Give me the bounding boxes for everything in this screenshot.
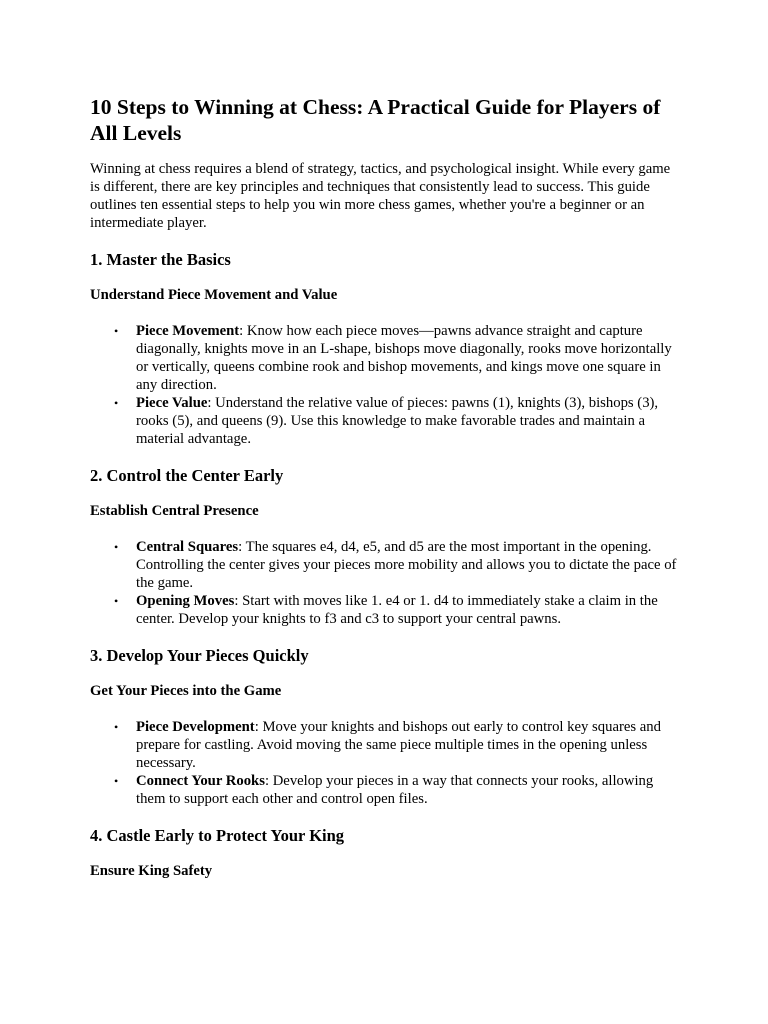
section-subheading-2: Establish Central Presence <box>90 503 259 519</box>
section-subheading-3: Get Your Pieces into the Game <box>90 683 282 699</box>
bullet-list-2 <box>90 538 678 628</box>
bullet-glyph: • <box>114 396 119 410</box>
bullet-text: : Know how each piece moves—pawns advance straight and capture diagonally, knights move in an L-shape, bishops move diagonally, rooks move horizontally or vertically, queens combine rook and bishop movements, and kings move one square in any direction. <box>136 323 672 393</box>
bullet-term: Piece Development <box>136 719 255 735</box>
section-subheading-4: Ensure King Safety <box>90 863 213 879</box>
bullet-glyph: • <box>114 720 119 734</box>
section-heading-2: 2. Control the Center Early <box>90 466 284 485</box>
bullet-text: : Understand the relative value of pieces: pawns (1), knights (3), bishops (3), rooks (5), and queens (9). Use this knowledge to make favorable trades and maintain a material advantage. <box>136 395 659 447</box>
bullet-term: Central Squares <box>136 539 239 555</box>
bullet-text: : The squares e4, d4, e5, and d5 are the most important in the opening. Controlling the center gives your pieces more mobility and allows you to dictate the pace of the game. <box>136 539 677 591</box>
section-heading-4: 4. Castle Early to Protect Your King <box>90 826 345 845</box>
list-item <box>114 718 678 772</box>
bullet-glyph: • <box>114 324 119 338</box>
section-heading-1: 1. Master the Basics <box>90 250 231 269</box>
bullet-list-1 <box>90 322 678 448</box>
section-heading-3: 3. Develop Your Pieces Quickly <box>90 646 309 665</box>
list-item <box>114 538 678 592</box>
list-item <box>114 394 678 448</box>
bullet-term: Connect Your Rooks <box>136 773 265 789</box>
document-title: 10 Steps to Winning at Chess: A Practical Guide for Players of All Levels <box>90 95 661 145</box>
bullet-text: : Develop your pieces in a way that connects your rooks, allowing them to support each other and control open files. <box>136 773 654 807</box>
intro-paragraph: Winning at chess requires a blend of strategy, tactics, and psychological insight. While every game is different, there are key principles and techniques that consistently lead to success. This guide outlines ten essential steps to help you win more chess games, whether you're a beginner or an intermediate player. <box>90 161 671 231</box>
bullet-glyph: • <box>114 594 119 608</box>
section-subheading-1: Understand Piece Movement and Value <box>90 287 338 303</box>
bullet-glyph: • <box>114 774 119 788</box>
bullet-term: Opening Moves <box>136 593 235 609</box>
bullet-term: Piece Value <box>136 395 208 411</box>
bullet-text: : Move your knights and bishops out early to control key squares and prepare for castling. Avoid moving the same piece multiple times in the opening unless necessary. <box>136 719 661 771</box>
bullet-list-3 <box>90 718 678 808</box>
list-item <box>114 772 678 808</box>
list-item <box>114 322 678 394</box>
bullet-text: : Start with moves like 1. e4 or 1. d4 to immediately stake a claim in the center. Develop your knights to f3 and c3 to support your central pawns. <box>136 593 658 627</box>
list-item <box>114 592 678 628</box>
bullet-term: Piece Movement <box>136 323 240 339</box>
bullet-glyph: • <box>114 540 119 554</box>
